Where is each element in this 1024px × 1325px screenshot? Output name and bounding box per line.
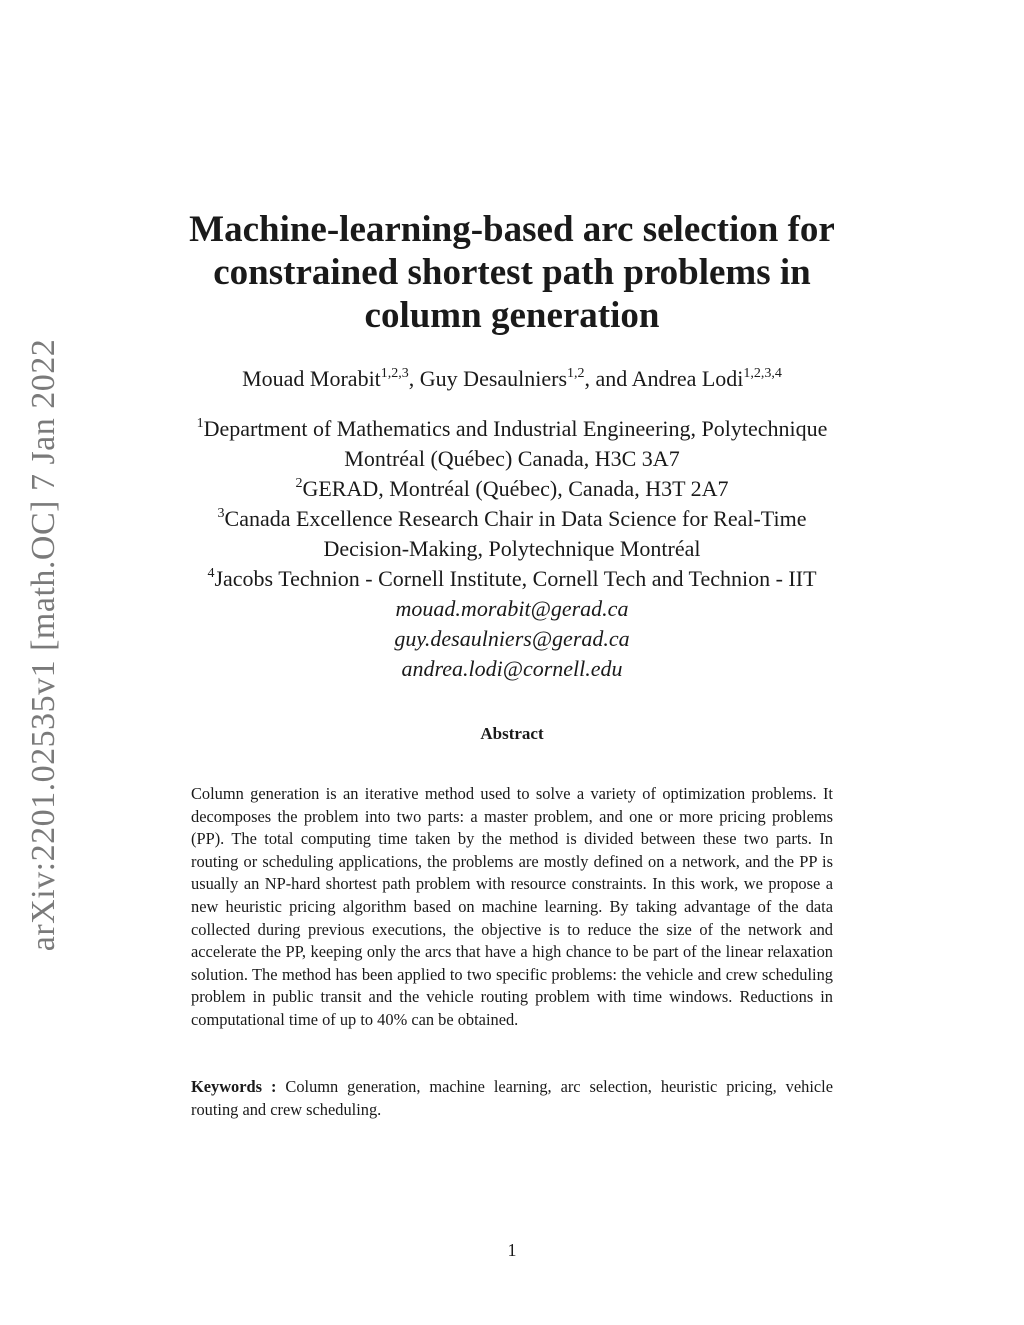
author-separator: ,: [408, 366, 420, 391]
affiliation-2: $^2$GERAD, Montréal (Québec), Canada, H3T 2A7: [295, 476, 729, 501]
author-name: Mouad Morabit: [242, 366, 381, 391]
author-affiliation-marks: 1,2,3,4: [743, 366, 782, 381]
affiliation-1-continued: Montréal (Québec) Canada, H3C 3A7: [344, 446, 680, 471]
affiliation-mark: 2: [295, 476, 303, 491]
author-affiliation-marks: 1,2: [567, 366, 585, 381]
keywords-text: Column generation, machine learning, arc selection, heuristic pricing, vehicle routing and crew scheduling.: [191, 1077, 834, 1119]
affiliation-3-continued: Decision-Making, Polytechnique Montréal: [323, 536, 701, 561]
author-name: Guy Desaulniers: [419, 366, 568, 391]
author-affiliation-marks: 1,2,3: [380, 366, 409, 381]
author-separator: , and: [584, 366, 632, 391]
keywords-paragraph: [191, 1076, 833, 1121]
title-line-2: constrained shortest path problems in: [213, 252, 811, 293]
affiliation-mark: 1: [196, 416, 204, 431]
email-address: guy.desaulniers@gerad.ca: [394, 626, 630, 651]
title-line-3: column generation: [364, 295, 660, 336]
affiliation-4: $^4$Jacobs Technion - Cornell Institute, Cornell Tech and Technion - IIT: [207, 566, 817, 591]
keywords-label: Keywords :: [191, 1077, 277, 1096]
abstract-body: Column generation is an iterative method used to solve a variety of optimization problems. It decomposes the problem into two parts: a master problem, and one or more pricing problems (PP). The total computing time taken by the method is divided between these two parts. In routing or scheduling applications, the problems are mostly defined on a network, and the PP is usually an NP-hard shortest path problem with resource constraints. In this work, we propose a new heuristic pricing algorithm based on machine learning. By taking advantage of the data collected during previous executions, the objective is to reduce the size of the network and accelerate the PP, keeping only the arcs that have a high chance to be part of the linear relaxation solution. The method has been applied to two specific problems: the vehicle and crew scheduling problem in public transit and the vehicle routing problem with time windows. Reductions in computational time of up to 40% can be obtained.: [191, 784, 833, 1029]
arxiv-identifier: arXiv:2201.02535v1 [math.OC] 7 Jan 2022: [25, 338, 62, 952]
abstract-heading: Abstract: [480, 724, 544, 743]
affiliation-mark: 3: [217, 506, 225, 521]
email-address: mouad.morabit@gerad.ca: [395, 596, 629, 621]
author-name: Andrea Lodi: [631, 366, 744, 391]
email-address: andrea.lodi@cornell.edu: [401, 656, 623, 681]
author-list: [80, 364, 944, 394]
title-line-1: Machine-learning-based arc selection for: [189, 209, 835, 250]
paper-title: [130, 208, 894, 337]
affiliation-1: $^1$Department of Mathematics and Industrial Engineering, Polytechnique: [196, 416, 828, 441]
page-number: 1: [507, 1240, 517, 1260]
affiliation-block: [80, 414, 944, 684]
affiliation-3: $^3$Canada Excellence Research Chair in Data Science for Real-Time: [217, 506, 807, 531]
affiliation-mark: 4: [207, 566, 215, 581]
